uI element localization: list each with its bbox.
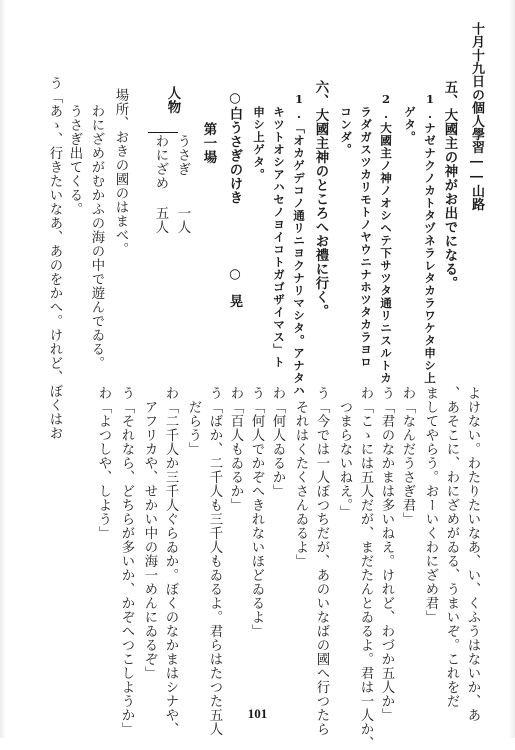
lower-line: う「何人でかぞへきれないほどゐるよ」 <box>249 386 264 638</box>
lower-line: それはくたくさんゐるよ」 <box>293 400 308 568</box>
play-title: ○白うさぎのけき <box>227 90 243 205</box>
cast-wani-count: 五人 <box>153 206 168 234</box>
setting-line-3: うさぎ出てくる。 <box>67 104 82 216</box>
lower-line: う「それなら、どちらが多いか、かぞへつこしようか」 <box>119 386 134 736</box>
lower-line: よけない。わたりたいなあ、い、くふうはないか、あ <box>465 386 480 722</box>
lower-line: わ「なんだうさぎ君」 <box>400 386 415 526</box>
item-6-1-cont1: キツトオシアハセノヨイコトガゴザイマス」ト <box>272 106 286 369</box>
lower-line: わ「こゝには五人だが、まだたんとゐるよ。君は一人か、 <box>358 386 373 750</box>
author-mark: ○ <box>227 266 243 283</box>
cast-brace <box>148 124 178 133</box>
lower-line: わ「百人もゐるか」 <box>228 386 243 512</box>
running-header: 十月十九日の個人學習――山路 <box>469 22 484 211</box>
lower-line: アフリカや、せかい中の海一めんにゐるぞ」 <box>142 400 157 680</box>
lower-line: わ「よつしや、しよう」 <box>96 386 111 540</box>
item-5-1-cont: ゲタ。 <box>403 106 417 144</box>
lower-line: う「ばか、二千人も三千人もゐるよ。君らはたつた五人 <box>207 386 222 736</box>
dialogue-line: う「あゝ、行きたいなあ、あのをかへ。けれど、ぼくはお <box>47 76 62 440</box>
scene-heading: 第一場 <box>201 122 217 164</box>
item-6-1-cont2: 申シ上ゲタ。 <box>252 106 266 181</box>
cast-rabbit: うさぎ <box>175 134 190 176</box>
lower-line: ましてやらう。おーいくわにざめ君」 <box>423 386 438 624</box>
cast-wani: わにざめ <box>153 134 168 190</box>
setting-line-1: 場所、おきの國のはまべ。 <box>113 88 128 256</box>
item-5-1: 1.ナゼナクノカトタヅネラレタカラワケタ申シ上 <box>423 92 437 385</box>
lower-line: 、あそこに、わにざめがゐる、うまいぞ。これをだ <box>444 386 459 708</box>
cast-label: 人物 <box>165 86 181 114</box>
page-number: 101 <box>247 706 268 721</box>
item-5-2-cont2: コンダ。 <box>339 106 353 156</box>
lower-line: う「今では一人ぼつちだが、あのいなばの國へ行つたら <box>314 386 329 736</box>
lower-line: う「君のなかまは多いねえ。けれど、わづか五人か」 <box>379 386 394 722</box>
lower-line: わ「二千人か三千人ぐらゐか。ぼくのなかまはシナや、 <box>163 386 178 736</box>
item-5-heading: 五、大國主の神がお出でになる。 <box>442 80 458 290</box>
item-6-heading: 六、大國主神のところへお禮に行く。 <box>313 80 329 318</box>
lower-line: だらう」 <box>186 400 201 456</box>
item-6-1: 1.「オカゲデコノ通リニヨクナリマシタ。アナタハ <box>292 92 306 397</box>
item-5-2-cont1: ラダガスツカリモトノヤウニナホツタカラヨロ <box>359 106 373 369</box>
lower-line: つまらないねえ。」 <box>337 400 352 520</box>
cast-rabbit-count: 一人 <box>175 206 190 234</box>
lower-line: わ「何人ゐるか」 <box>270 386 285 498</box>
setting-line-2: わにざめがむかふの海の中で遊んでゐる。 <box>89 104 104 370</box>
item-5-2: 2.大國主ノ神ノオシヘテ下サツタ通リニスルトカ <box>379 92 393 385</box>
author-name: 晃 <box>227 294 243 308</box>
